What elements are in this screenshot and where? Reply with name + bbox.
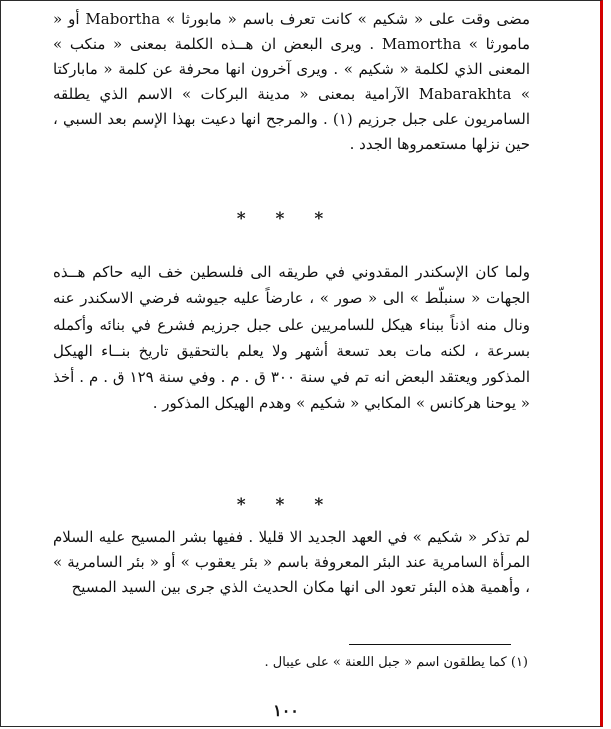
section-separator-1: * * * xyxy=(236,209,336,229)
footnote: (١) كما يطلقون اسم « جبل اللعنة » على عيبال . xyxy=(264,655,528,670)
footnote-divider xyxy=(349,644,511,645)
paragraph-2: ولما كان الإسكندر المقدوني في طريقه الى فلسطين خف اليه حاكم هــذه الجهات « سنبلّط » الى « صور » ، عارضاً عليه جيوشه فرضي الاسكندر عنه ونال منه اذناً ببناء هيكل للسامريين على جبل جرزيم فشرع في بنائه وأكمله بسرعة ، لكنه مات بعد تسعة أشهر ولا يعلم بالتحقيق تاريخ بنــاء الهيكل المذكور ويعتقد البعض انه تم في سنة ٣٠٠ ق . م . وفي سنة ١٢٩ ق . م . أخذ « يوحنا هركانس » المكابي « شكيم » وهدم الهيكل المذكور . xyxy=(53,263,530,413)
paragraph-3: لم تذكر « شكيم » في العهد الجديد الا قليلا . ففيها بشر المسيح عليه السلام المرأة السامرية عند البئر المعروفة باسم « بئر يعقوب » أو « بئر السامرية » ، وأهمية هذه البئر تعود الى انها مكان الحديث الذي جرى بين السيد المسيح xyxy=(53,528,530,596)
paragraph-1: مضى وقت على « شكيم » كانت تعرف باسم « مابورثا » Mabortha أو « مامورثا » Mamortha . ويرى البعض ان هــذه الكلمة بمعنى « منكب » المعنى الذي لكلمة « شكيم » . ويرى آخرون انها محرفة عن كلمة « ماباركتا » Mabarakhta الآرامية بمعنى « مدينة البركات » الاسم الذي يطلقه السامريون على جبل جرزيم (١) . والمرجح انها دعيت بهذا الإسم بعد السبي ، حين نزلها مستعمروها الجدد . xyxy=(53,10,531,153)
page-number: ١٠٠ xyxy=(273,701,299,720)
section-separator-2: * * * xyxy=(236,495,336,515)
